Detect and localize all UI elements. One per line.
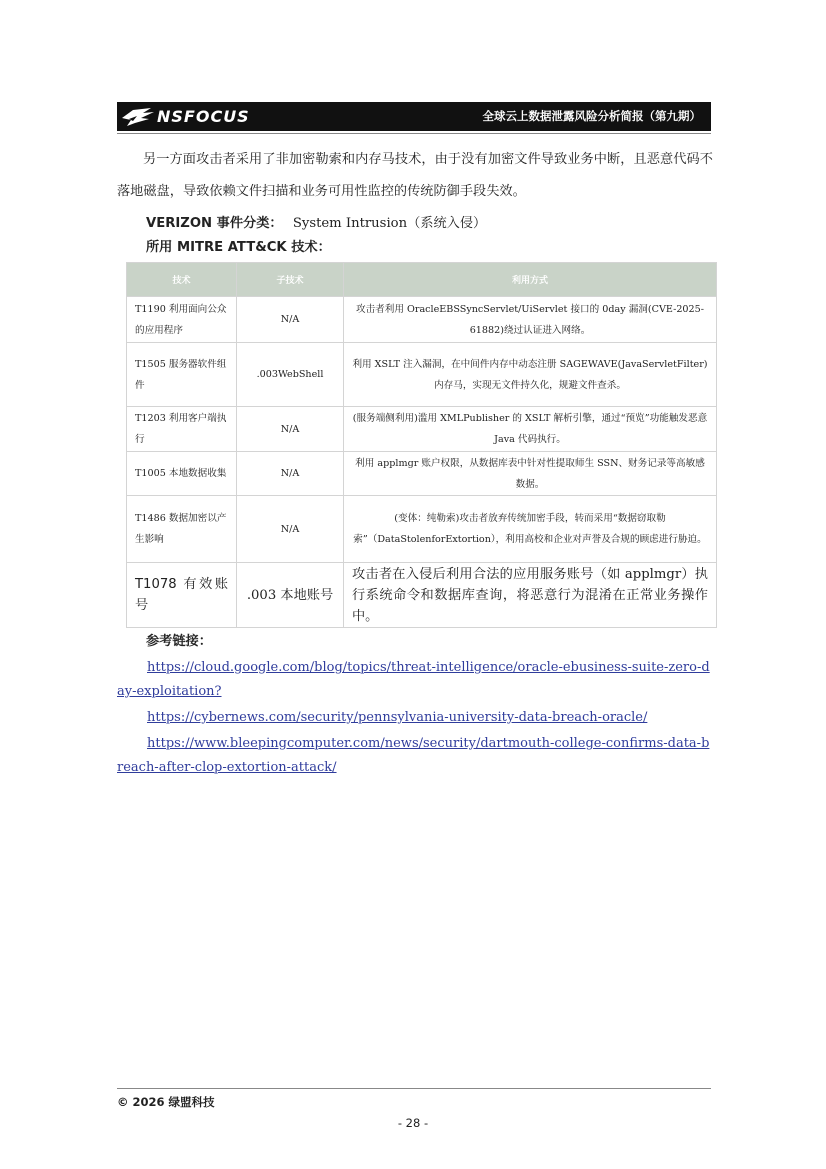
mitre-technique-table — [126, 262, 717, 628]
verizon-classification — [146, 212, 486, 231]
usage-cell: 利用 XSLT 注入漏洞，在中间件内存中动态注册 SAGEWAVE(JavaServletFilter)内存马，实现无文件持久化，规避文件查杀。 — [344, 343, 717, 407]
technique-cell: T1505 服务器软件组件 — [127, 343, 237, 407]
reference-link[interactable]: https://cybernews.com/security/pennsylvania-university-data-breach-oracle/ — [147, 710, 648, 725]
header-sub-technique: 子技术 — [237, 263, 344, 297]
nsfocus-logo — [121, 105, 250, 128]
technique-cell: T1203 利用客户端执行 — [127, 407, 237, 452]
table-row — [127, 496, 717, 563]
sub-technique-cell: N/A — [237, 452, 344, 496]
table-row — [127, 452, 717, 496]
sub-technique-cell: N/A — [237, 496, 344, 563]
table-row — [127, 297, 717, 343]
verizon-label: VERIZON 事件分类： — [146, 216, 283, 231]
usage-cell: 攻击者在入侵后利用合法的应用服务账号（如 applmgr）执行系统命令和数据库查询，将恶意行为混淆在正常业务操作中。 — [344, 563, 717, 628]
reference-links — [117, 656, 713, 782]
sub-technique-cell: .003WebShell — [237, 343, 344, 407]
mitre-label: 所用 MITRE ATT&CK 技术： — [146, 240, 331, 255]
sub-technique-cell: N/A — [237, 297, 344, 343]
sub-technique-cell: .003 本地账号 — [237, 563, 344, 628]
table-row — [127, 343, 717, 407]
page-header — [117, 102, 711, 131]
technique-cell: T1078 有效账号 — [127, 563, 237, 628]
report-title: 全球云上数据泄露风险分析简报（第九期） — [482, 109, 701, 123]
eagle-icon — [121, 106, 155, 128]
technique-cell: T1486 数据加密以产生影响 — [127, 496, 237, 563]
usage-cell: (服务端侧利用)滥用 XMLPublisher 的 XSLT 解析引擎，通过“预览”功能触发恶意 Java 代码执行。 — [344, 407, 717, 452]
technique-cell: T1005 本地数据收集 — [127, 452, 237, 496]
copyright: © 2026 绿盟科技 — [117, 1095, 215, 1109]
table-row — [127, 563, 717, 628]
verizon-value: System Intrusion（系统入侵） — [292, 216, 487, 231]
table-header-row — [127, 263, 717, 297]
technique-cell: T1190 利用面向公众的应用程序 — [127, 297, 237, 343]
body-paragraph: 另一方面攻击者采用了非加密勒索和内存马技术，由于没有加密文件导致业务中断，且恶意代码不落地磁盘，导致依赖文件扫描和业务可用性监控的传统防御手段失效。 — [117, 152, 713, 199]
header-divider — [117, 133, 711, 134]
header-usage: 利用方式 — [344, 263, 717, 297]
footer-divider — [117, 1088, 711, 1089]
usage-cell: 利用 applmgr 账户权限，从数据库表中针对性提取师生 SSN、财务记录等高敏感数据。 — [344, 452, 717, 496]
usage-cell: 攻击者利用 OracleEBSSyncServlet/UiServlet 接口的 0day 漏洞(CVE-2025-61882)绕过认证进入网络。 — [344, 297, 717, 343]
usage-cell: (变体：纯勒索)攻击者放弃传统加密手段，转而采用“数据窃取勒索”（DataStolenforExtortion），利用高校和企业对声誉及合规的顾虑进行胁迫。 — [344, 496, 717, 563]
logo-text: NSFOCUS — [157, 107, 250, 126]
sub-technique-cell: N/A — [237, 407, 344, 452]
header-technique: 技术 — [127, 263, 237, 297]
table-row — [127, 407, 717, 452]
references-heading: 参考链接： — [146, 634, 212, 649]
page-number: - 28 - — [397, 1116, 429, 1130]
reference-link[interactable]: https://cloud.google.com/blog/topics/threat-intelligence/oracle-ebusiness-suite-zero-day-exploitation? — [117, 660, 710, 699]
reference-link[interactable]: https://www.bleepingcomputer.com/news/security/dartmouth-college-confirms-data-breach-after-clop-extortion-attack/ — [117, 736, 710, 775]
